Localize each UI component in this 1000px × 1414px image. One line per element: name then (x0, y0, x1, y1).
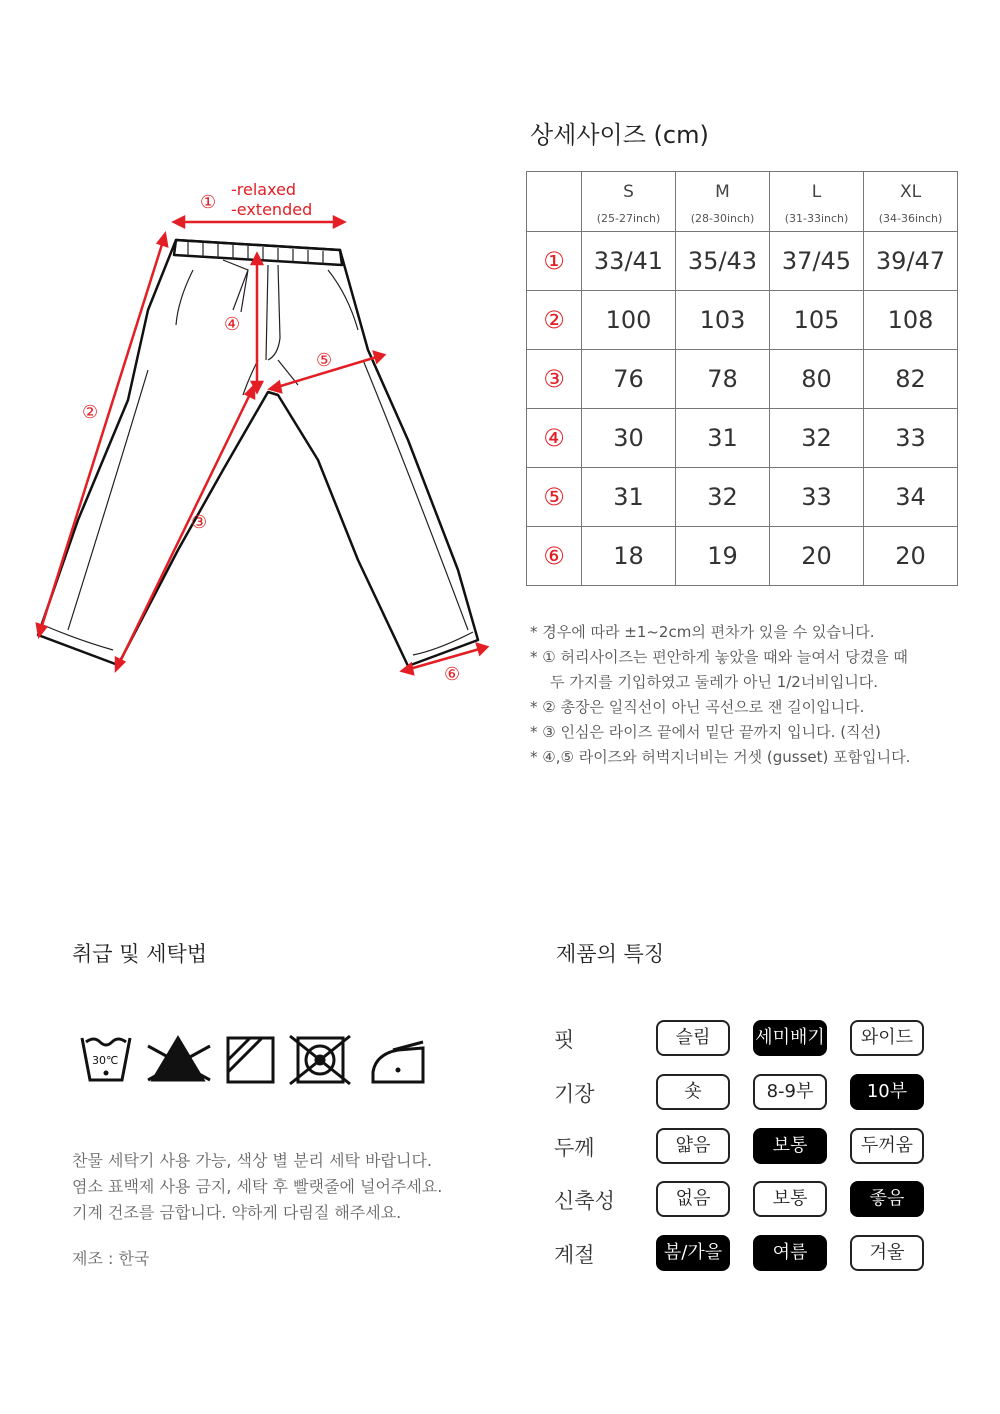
feature-row-season (554, 1235, 944, 1273)
label-m4: ④ (224, 314, 241, 335)
feature-label: 계절 (554, 1243, 595, 1267)
note-line: * ② 총장은 일직선이 아닌 곡선으로 잰 길이입니다. (530, 698, 865, 716)
table-cell: 20 (864, 527, 958, 586)
option-pill: 보통 (753, 1181, 827, 1217)
svg-text:30℃: 30℃ (92, 1054, 119, 1067)
header-cell: XL (34-36inch) (864, 172, 958, 232)
wash-30-icon (82, 1038, 130, 1080)
care-icons (78, 1028, 438, 1088)
size-notes (530, 620, 970, 770)
table-cell: 35/43 (676, 232, 770, 291)
table-cell: 33/41 (582, 232, 676, 291)
option-pill-selected: 여름 (753, 1235, 827, 1271)
care-title: 취급 및 세탁법 (72, 942, 208, 966)
row-label: ② (527, 291, 582, 350)
feature-label: 기장 (554, 1082, 595, 1106)
table-cell: 103 (676, 291, 770, 350)
left-pocket (176, 270, 193, 325)
iron-low-icon (373, 1042, 423, 1082)
label-m1: ① (200, 192, 217, 213)
no-tumble-dry-icon (290, 1036, 350, 1084)
table-cell: 30 (582, 409, 676, 468)
row-label: ④ (527, 409, 582, 468)
pants-measurement-diagram (28, 170, 508, 700)
table-row (527, 468, 958, 527)
left-leg-seam (68, 370, 148, 630)
row-label: ⑥ (527, 527, 582, 586)
note-line: * ① 허리사이즈는 편안하게 놓았을 때와 늘여서 당겼을 때 (530, 648, 908, 666)
drawstring (223, 260, 248, 312)
option-pill-selected: 좋음 (850, 1181, 924, 1217)
table-cell: 32 (676, 468, 770, 527)
left-hem (43, 625, 113, 650)
header-cell: L (31-33inch) (770, 172, 864, 232)
table-row (527, 527, 958, 586)
table-cell: 108 (864, 291, 958, 350)
size-table (526, 171, 958, 586)
line-dry-icon (228, 1038, 273, 1082)
care-instructions (72, 1148, 492, 1226)
table-row (527, 291, 958, 350)
option-pill: 8-9부 (753, 1074, 827, 1110)
table-row (527, 350, 958, 409)
note-line: 두 가지를 기입하였고 둘레가 아닌 1/2너비입니다. (550, 673, 879, 691)
table-row (527, 409, 958, 468)
label-m5: ⑤ (316, 350, 333, 371)
table-cell: 82 (864, 350, 958, 409)
care-line: 찬물 세탁기 사용 가능, 색상 별 분리 세탁 바랍니다. (72, 1151, 432, 1170)
table-cell: 39/47 (864, 232, 958, 291)
features-title: 제품의 특징 (556, 942, 665, 966)
right-leg-seam (363, 360, 468, 630)
option-pill: 겨울 (850, 1235, 924, 1271)
table-cell: 100 (582, 291, 676, 350)
label-m2: ② (82, 402, 99, 423)
feature-row-stretch (554, 1181, 944, 1219)
row-label: ③ (527, 350, 582, 409)
option-pill-selected: 10부 (850, 1074, 924, 1110)
right-hem (413, 632, 473, 655)
label-m6: ⑥ (444, 664, 461, 685)
table-cell: 34 (864, 468, 958, 527)
option-pill: 얇음 (656, 1128, 730, 1164)
label-relaxed: -relaxed (231, 180, 297, 199)
note-line: * 경우에 따라 ±1~2cm의 편차가 있을 수 있습니다. (530, 623, 875, 641)
option-pill-selected: 봄/가을 (656, 1235, 730, 1271)
note-line: * ③ 인심은 라이즈 끝에서 밑단 끝까지 입니다. (직선) (530, 723, 881, 741)
option-pill: 와이드 (850, 1020, 924, 1056)
row-label: ⑤ (527, 468, 582, 527)
care-line: 기계 건조를 금합니다. 약하게 다림질 해주세요. (72, 1203, 402, 1222)
table-cell: 31 (676, 409, 770, 468)
feature-label: 두께 (554, 1136, 595, 1160)
feature-label: 신축성 (554, 1189, 615, 1213)
table-cell: 37/45 (770, 232, 864, 291)
option-pill: 슬림 (656, 1020, 730, 1056)
table-cell: 80 (770, 350, 864, 409)
table-cell: 32 (770, 409, 864, 468)
feature-row-fit (554, 1020, 944, 1058)
size-table-header-row (527, 172, 958, 232)
table-cell: 76 (582, 350, 676, 409)
table-row (527, 232, 958, 291)
no-bleach-icon (148, 1038, 210, 1080)
table-cell: 105 (770, 291, 864, 350)
table-cell: 20 (770, 527, 864, 586)
table-cell: 31 (582, 468, 676, 527)
option-pill: 두꺼움 (850, 1128, 924, 1164)
fly-line (266, 265, 280, 360)
table-cell: 33 (770, 468, 864, 527)
header-cell: S (25-27inch) (582, 172, 676, 232)
option-pill: 없음 (656, 1181, 730, 1217)
care-line: 염소 표백제 사용 금지, 세탁 후 빨랫줄에 널어주세요. (72, 1177, 443, 1196)
note-line: * ④,⑤ 라이즈와 허벅지너비는 거셋 (gusset) 포함입니다. (530, 748, 911, 766)
row-label: ① (527, 232, 582, 291)
table-cell: 78 (676, 350, 770, 409)
feature-row-length (554, 1074, 944, 1112)
header-corner (527, 172, 582, 232)
option-pill-selected: 세미배기 (753, 1020, 827, 1056)
option-pill-selected: 보통 (753, 1128, 827, 1164)
table-cell: 33 (864, 409, 958, 468)
table-cell: 19 (676, 527, 770, 586)
label-m3: ③ (191, 512, 208, 533)
label-extended: -extended (231, 200, 313, 219)
feature-row-thickness (554, 1128, 944, 1166)
header-cell: M (28-30inch) (676, 172, 770, 232)
option-pill: 숏 (656, 1074, 730, 1110)
feature-label: 핏 (554, 1028, 575, 1052)
size-section-title: 상세사이즈 (cm) (530, 121, 709, 149)
made-in: 제조 : 한국 (72, 1249, 150, 1268)
table-cell: 18 (582, 527, 676, 586)
